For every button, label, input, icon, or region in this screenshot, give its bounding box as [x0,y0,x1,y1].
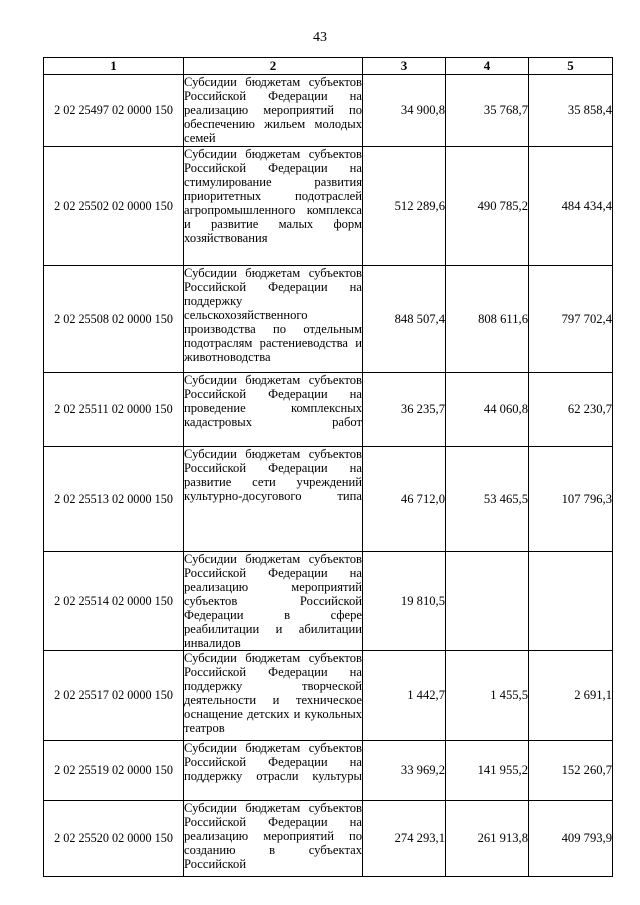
budget-code: 2 02 25514 02 0000 150 [44,552,184,651]
budget-code: 2 02 25519 02 0000 150 [44,741,184,801]
table-row [44,266,613,373]
value-col-5: 35 858,4 [529,75,613,147]
value-col-4: 261 913,8 [446,801,529,877]
column-header-4: 4 [446,58,529,75]
value-col-3: 1 442,7 [363,651,446,741]
page-number: 43 [313,30,327,45]
column-header-2: 2 [184,58,363,75]
table-row [44,447,613,552]
row-description: Субсидии бюджетам субъектов Российской Федерации на поддержку творческой деятельности и техническое оснащение детских и кукольных театров [184,651,363,741]
value-col-5: 797 702,4 [529,266,613,373]
value-col-5: 409 793,9 [529,801,613,877]
table-row [44,75,613,147]
value-col-4: 44 060,8 [446,373,529,447]
row-description: Субсидии бюджетам субъектов Российской Федерации на реализацию мероприятий по обеспечению жильем молодых семей [184,75,362,145]
value-col-3: 848 507,4 [363,266,446,373]
value-col-5: 152 260,7 [529,741,613,801]
column-header-3: 3 [363,58,446,75]
row-description: Субсидии бюджетам субъектов Российской Федерации на проведение комплексных кадастровых работ [184,373,363,447]
value-col-5: 107 796,3 [529,447,613,552]
value-col-4 [446,552,529,651]
value-col-4: 141 955,2 [446,741,529,801]
value-col-3: 34 900,8 [363,75,446,147]
value-col-3: 512 289,6 [363,147,446,266]
budget-revenue-table [43,57,613,877]
value-col-4: 1 455,5 [446,651,529,741]
value-col-3: 274 293,1 [363,801,446,877]
value-col-3: 46 712,0 [363,447,446,552]
row-description: Субсидии бюджетам субъектов Российской Федерации на реализацию мероприятий по созданию в субъектах Российской [184,801,363,877]
row-description: Субсидии бюджетам субъектов Российской Федерации на развитие сети учреждений культурно-досугового типа [184,447,363,552]
value-col-4: 53 465,5 [446,447,529,552]
budget-code: 2 02 25513 02 0000 150 [44,447,184,552]
budget-code: 2 02 25511 02 0000 150 [44,373,184,447]
table-row [44,801,613,877]
row-description: Субсидии бюджетам субъектов Российской Федерации на поддержку сельскохозяйственного производства по отдельным подотраслям растениеводства и животноводства [184,266,363,373]
value-col-5 [529,552,613,651]
column-header-5: 5 [529,58,613,75]
budget-code: 2 02 25497 02 0000 150 [44,75,184,147]
value-col-5: 2 691,1 [529,651,613,741]
table-row [44,741,613,801]
value-col-3: 19 810,5 [363,552,446,651]
table-row [44,651,613,741]
budget-code: 2 02 25517 02 0000 150 [44,651,184,741]
value-col-4: 35 768,7 [446,75,529,147]
budget-code: 2 02 25502 02 0000 150 [44,147,184,266]
row-description: Субсидии бюджетам субъектов Российской Федерации на стимулирование развития приоритетных подотраслей агропромышленного комплекса и развитие малых форм хозяйствования [184,147,363,266]
header-row [44,58,613,75]
value-col-3: 33 969,2 [363,741,446,801]
value-col-5: 62 230,7 [529,373,613,447]
table-row [44,552,613,651]
value-col-4: 490 785,2 [446,147,529,266]
row-description: Субсидии бюджетам субъектов Российской Федерации на реализацию мероприятий субъектов Российской Федерации в сфере реабилитации и абилитации инвалидов [184,552,362,650]
budget-code: 2 02 25508 02 0000 150 [44,266,184,373]
row-description: Субсидии бюджетам субъектов Российской Федерации на поддержку отрасли культуры [184,741,363,801]
table-row [44,373,613,447]
budget-code: 2 02 25520 02 0000 150 [44,801,184,877]
value-col-3: 36 235,7 [363,373,446,447]
value-col-5: 484 434,4 [529,147,613,266]
value-col-4: 808 611,6 [446,266,529,373]
column-header-1: 1 [44,58,184,75]
table-row [44,147,613,266]
